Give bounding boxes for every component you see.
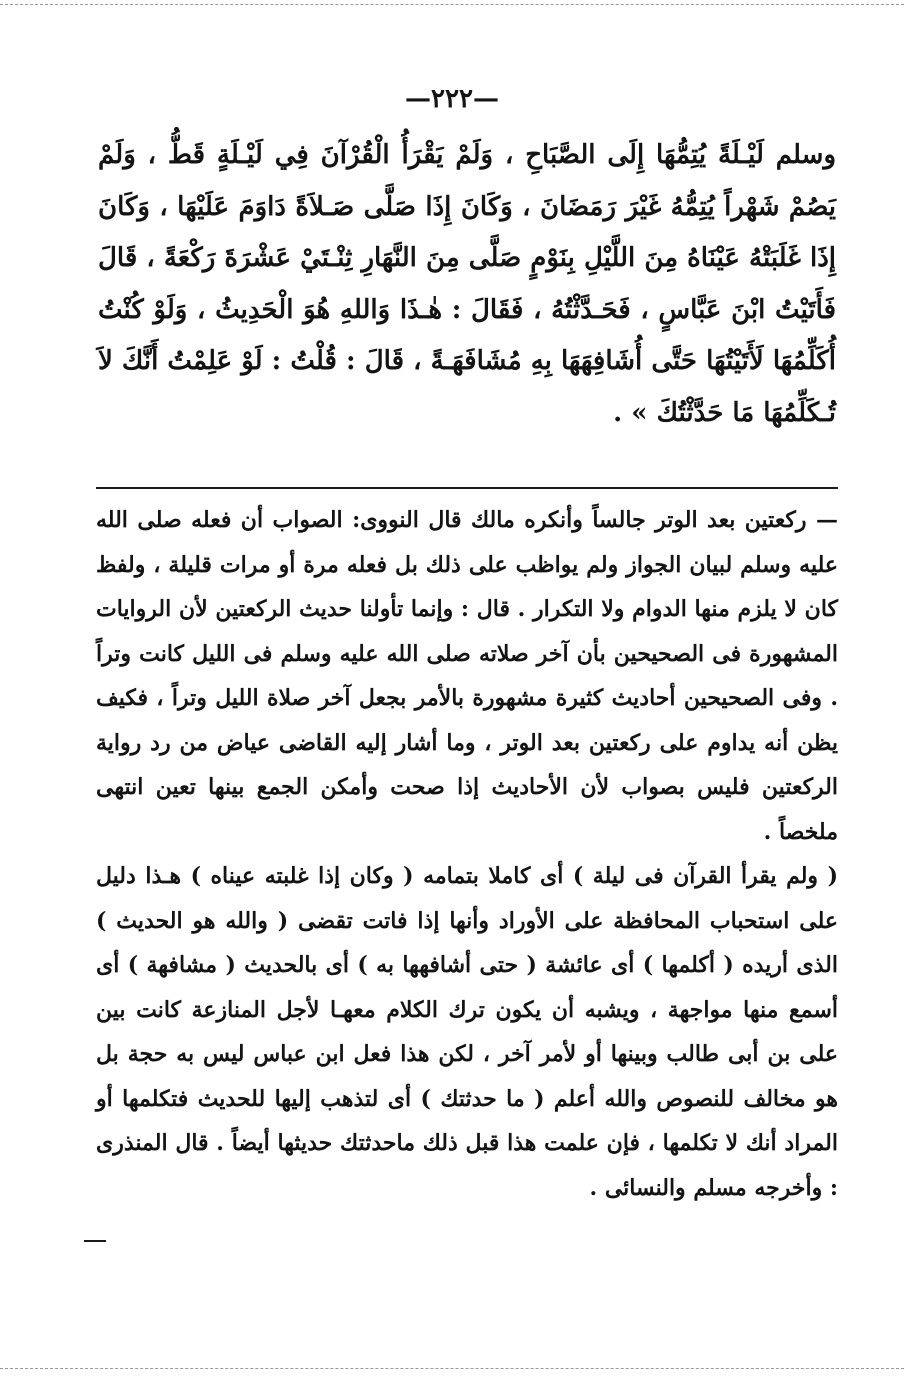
hadith-paragraph: وسلم لَيْـلَةً يُتِمُّهَا إِلَى الصَّبَاحِ ، وَلَمْ يَقْرَأُ الْقُرْآنَ فِي لَيْـلَةٍ قَطُّ ، وَلَمْ يَصُمْ شَهْراً يُتِمُّهُ غَيْرَ رَمَضَانَ ، وَكَانَ إِذَا صَلَّى صَـلاَةً دَاوَمَ عَلَيْهَا ، وَكَانَ إِذَا غَلَبَتْهُ عَيْنَاهُ مِنَ اللَّيْلِ بِنَوْمٍ صَلَّى مِنَ النَّهَارِ ثِنْـتَيْ عَشْرَةَ رَكْعَةً ، قَالَ فَأَتَيْتُ ابْنَ عَبَّاسٍ ، فَحَـدَّثْتُهُ ، فَقَالَ : هٰـذَا وَاللهِ هُوَ الْحَدِيثُ ، وَلَوْ كُنْتُ أُكَلِّمُهَا لَأَتَيْتُهَا حَتَّى أُشَافِهَهَا بِهِ مُشَافَهَـةً ، قَالَ : قُلْتُ : لَوْ عَلِمْتُ أَنَّكَ لاَ تُـكَلِّمُهَا مَا حَدَّثْتُكَ » . bbox=[98, 140, 836, 428]
commentary-paragraph-2: ( ولم يقرأ القرآن فى ليلة ) أى كاملا بتمامه ( وكان إذا غلبته عيناه ) هـذا دليل على استحباب المحافظة على الأوراد وأنها إذا فاتت تقضى ( والله هو الحديث ) الذى أريده ( أكلمها ) أى عائشة ( حتى أشافهها به ) أى بالحديث ( مشافهة ) أى أسمع منها مواجهة ، ويشبه أن يكون ترك الكلام معهـا لأجل المنازعة كانت بين على بن أبى طالب وبينها أو لأمر آخر ، لكن هذا فعل ابن عباس ليس به حجة بل هو مخالف للنصوص والله أعلم ( ما حدثتك ) أى لتذهب إليها للحديث فتكلمها أو المراد أنك لا تكلمها ، فإن علمت هذا قبل ذلك ماحدثتك حديثها أيضاً . قال المنذرى : وأخرجه مسلم والنسائى . bbox=[96, 863, 838, 1201]
commentary-block bbox=[96, 498, 838, 1210]
page-number: —٢٢٢— bbox=[405, 84, 499, 114]
scan-edge-bottom bbox=[0, 1368, 904, 1369]
continuation-dash bbox=[84, 1240, 106, 1242]
footnote-separator bbox=[96, 487, 838, 489]
scan-edge-top bbox=[0, 4, 904, 5]
hadith-text bbox=[98, 130, 836, 439]
commentary-paragraph-1: — ركعتين بعد الوتر جالساً وأنكره مالك قال النووى: الصواب أن فعله صلى الله عليه وسلم لبيان الجواز ولم يواظب على ذلك بل فعله مرة أو مرات قليلة ، ولفظ كان لا يلزم منها الدوام ولا التكرار . قال : وإنما تأولنا حديث الركعتين لأن الروايات المشهورة فى الصحيحين بأن آخر صلاته صلى الله عليه وسلم فى الليل كانت وتراً . وفى الصحيحين أحاديث كثيرة مشهورة بالأمر بجعل آخر صلاة الليل وتراً ، فكيف يظن أنه يداوم على ركعتين بعد الوتر ، وما أشار إليه القاضى عياض من رد رواية الركعتين فليس بصواب لأن الأحاديث إذا صحت وأمكن الجمع بينها تعين انتهى ملخصاً . bbox=[96, 507, 838, 845]
